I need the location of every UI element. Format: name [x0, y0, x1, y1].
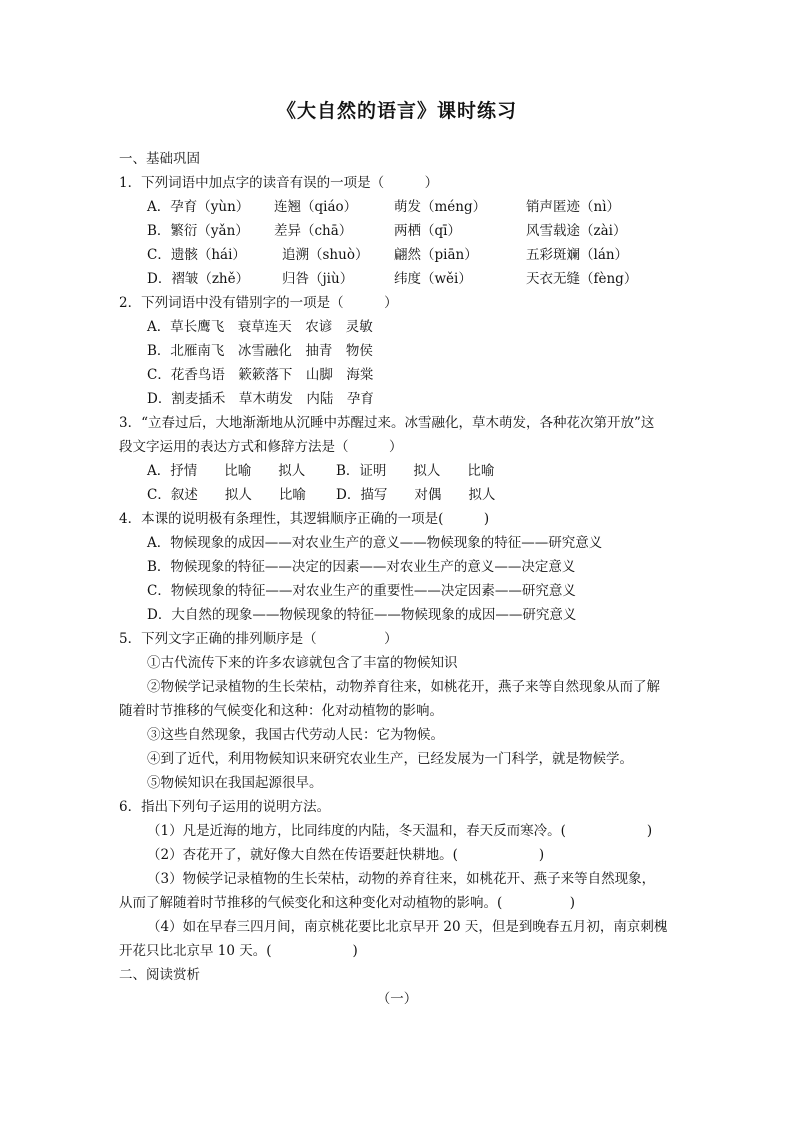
question-1-option-c-word-4: 五彩斑斓（lán）	[526, 247, 629, 263]
question-5-sentence-5: ⑤物候知识在我国起源很早。	[147, 775, 323, 791]
question-6-item-1: （1）凡是近海的地方，比同纬度的内陆，冬天温和，春天反而寒冷。( )	[147, 823, 653, 839]
question-4-option-c: C．物候现象的特征——对农业生产的重要性——决定因素——研究意义	[147, 583, 576, 599]
question-2-option-b: B．北雁南飞 冰雪融化 抽青 物侯	[147, 343, 373, 359]
question-2-stem: 2．下列词语中没有错别字的一项是（ ）	[119, 295, 398, 311]
question-6-item-3-line-2: 从而了解随着时节推移的气候变化和这种变化对动植物的影响。( )	[119, 895, 576, 911]
question-1-stem: 1．下列词语中加点字的读音有误的一项是（ ）	[119, 175, 439, 191]
question-3-option-a: A．抒情 比喻 拟人	[147, 463, 306, 479]
question-1-option-d-word-4: 天衣无缝（fèng）	[526, 271, 638, 287]
question-5-sentence-4: ④到了近代，利用物候知识来研究农业生产，已经发展为一门科学，就是物候学。	[147, 751, 633, 767]
question-3-option-b: B．证明 拟人 比喻	[336, 463, 495, 479]
question-2-option-c: C．花香鸟语 簌簌落下 山脚 海棠	[147, 367, 374, 383]
question-5-sentence-2-line-1: ②物候学记录植物的生长荣枯，动物养育往来，如桃花开，燕子来等自然现象从而了解	[147, 679, 660, 695]
question-1-option-d-word-2: 归咎（jiù）	[282, 271, 354, 287]
question-6-item-2: （2）杏花开了，就好像大自然在传语要赶快耕地。( )	[147, 847, 545, 863]
question-4-option-a: A．物候现象的成因——对农业生产的意义——物候现象的特征——研究意义	[147, 535, 603, 551]
question-1-option-c-word-2: 追溯（shuò）	[282, 247, 369, 263]
question-3-option-d: D．描写 对偶 拟人	[336, 487, 496, 503]
question-4-stem: 4．本课的说明极有条理性，其逻辑顺序正确的一项是( )	[119, 511, 490, 527]
question-1-option-b-word-4: 风雪载途（zài）	[526, 223, 627, 239]
page-title: 《大自然的语言》课时练习	[276, 100, 517, 122]
question-1-option-a-word-3: 萌发（méng）	[394, 199, 487, 215]
question-2-option-a: A．草长鹰飞 衰草连天 农谚 灵敏	[147, 319, 373, 335]
question-5-sentence-1: ①古代流传下来的许多农谚就包含了丰富的物候知识	[147, 655, 458, 671]
question-6-item-4-line-2: 开花只比北京早 10 天。( )	[119, 943, 358, 959]
section-heading-reading: 二、阅读赏析	[119, 967, 200, 983]
question-4-option-b: B．物候现象的特征——决定的因素——对农业生产的意义——决定意义	[147, 559, 576, 575]
question-3-stem-line-2: 段文字运用的表达方式和修辞方法是（ ）	[119, 439, 403, 455]
question-3-stem-line-1: 3．“立春过后，大地渐渐地从沉睡中苏醒过来。冰雪融化，草木萌发，各种花次第开放”这	[119, 415, 655, 431]
question-1-option-c-word-1: C．遗骸（hái）	[147, 247, 246, 263]
question-1-option-d-word-3: 纬度（wěi）	[394, 271, 472, 287]
question-1-option-a-word-2: 连翘（qiáo）	[274, 199, 358, 215]
question-3-option-c: C．叙述 拟人 比喻	[147, 487, 306, 503]
question-1-option-d-word-1: D．褶皱（zhě）	[147, 271, 250, 287]
question-4-option-d: D．大自然的现象——物候现象的特征——物候现象的成因——研究意义	[147, 607, 577, 623]
question-6-item-3-line-1: （3）物候学记录植物的生长荣枯，动物的养育往来，如桃花开、燕子来等自然现象，	[147, 871, 656, 887]
question-5-sentence-2-line-2: 随着时节推移的气候变化和这种：化对动植物的影响。	[119, 703, 443, 719]
question-1-option-b-word-2: 差异（chā）	[274, 223, 353, 239]
question-1-option-a-word-4: 销声匿迹（nì）	[526, 199, 621, 215]
question-1-option-a-word-1: A．孕育（yùn）	[147, 199, 250, 215]
question-6-stem: 6．指出下列句子运用的说明方法。	[119, 799, 331, 815]
question-6-item-4-line-1: （4）如在早春三四月间，南京桃花要比北京早开 20 天，但是到晚春五月初，南京刺槐	[147, 919, 668, 935]
question-1-option-b-word-1: B．繁衍（yǎn）	[147, 223, 249, 239]
section-heading-basics: 一、基础巩固	[119, 151, 200, 167]
question-1-option-c-word-3: 翩然（piān）	[394, 247, 478, 263]
reading-part-label: （一）	[376, 991, 418, 1007]
question-1-option-b-word-3: 两栖（qī）	[394, 223, 461, 239]
question-5-stem: 5．下列文字正确的排列顺序是（ ）	[119, 631, 398, 647]
question-5-sentence-3: ③这些自然现象，我国古代劳动人民：它为物候。	[147, 727, 444, 743]
question-2-option-d: D．割麦插禾 草木萌发 内陆 孕育	[147, 391, 374, 407]
